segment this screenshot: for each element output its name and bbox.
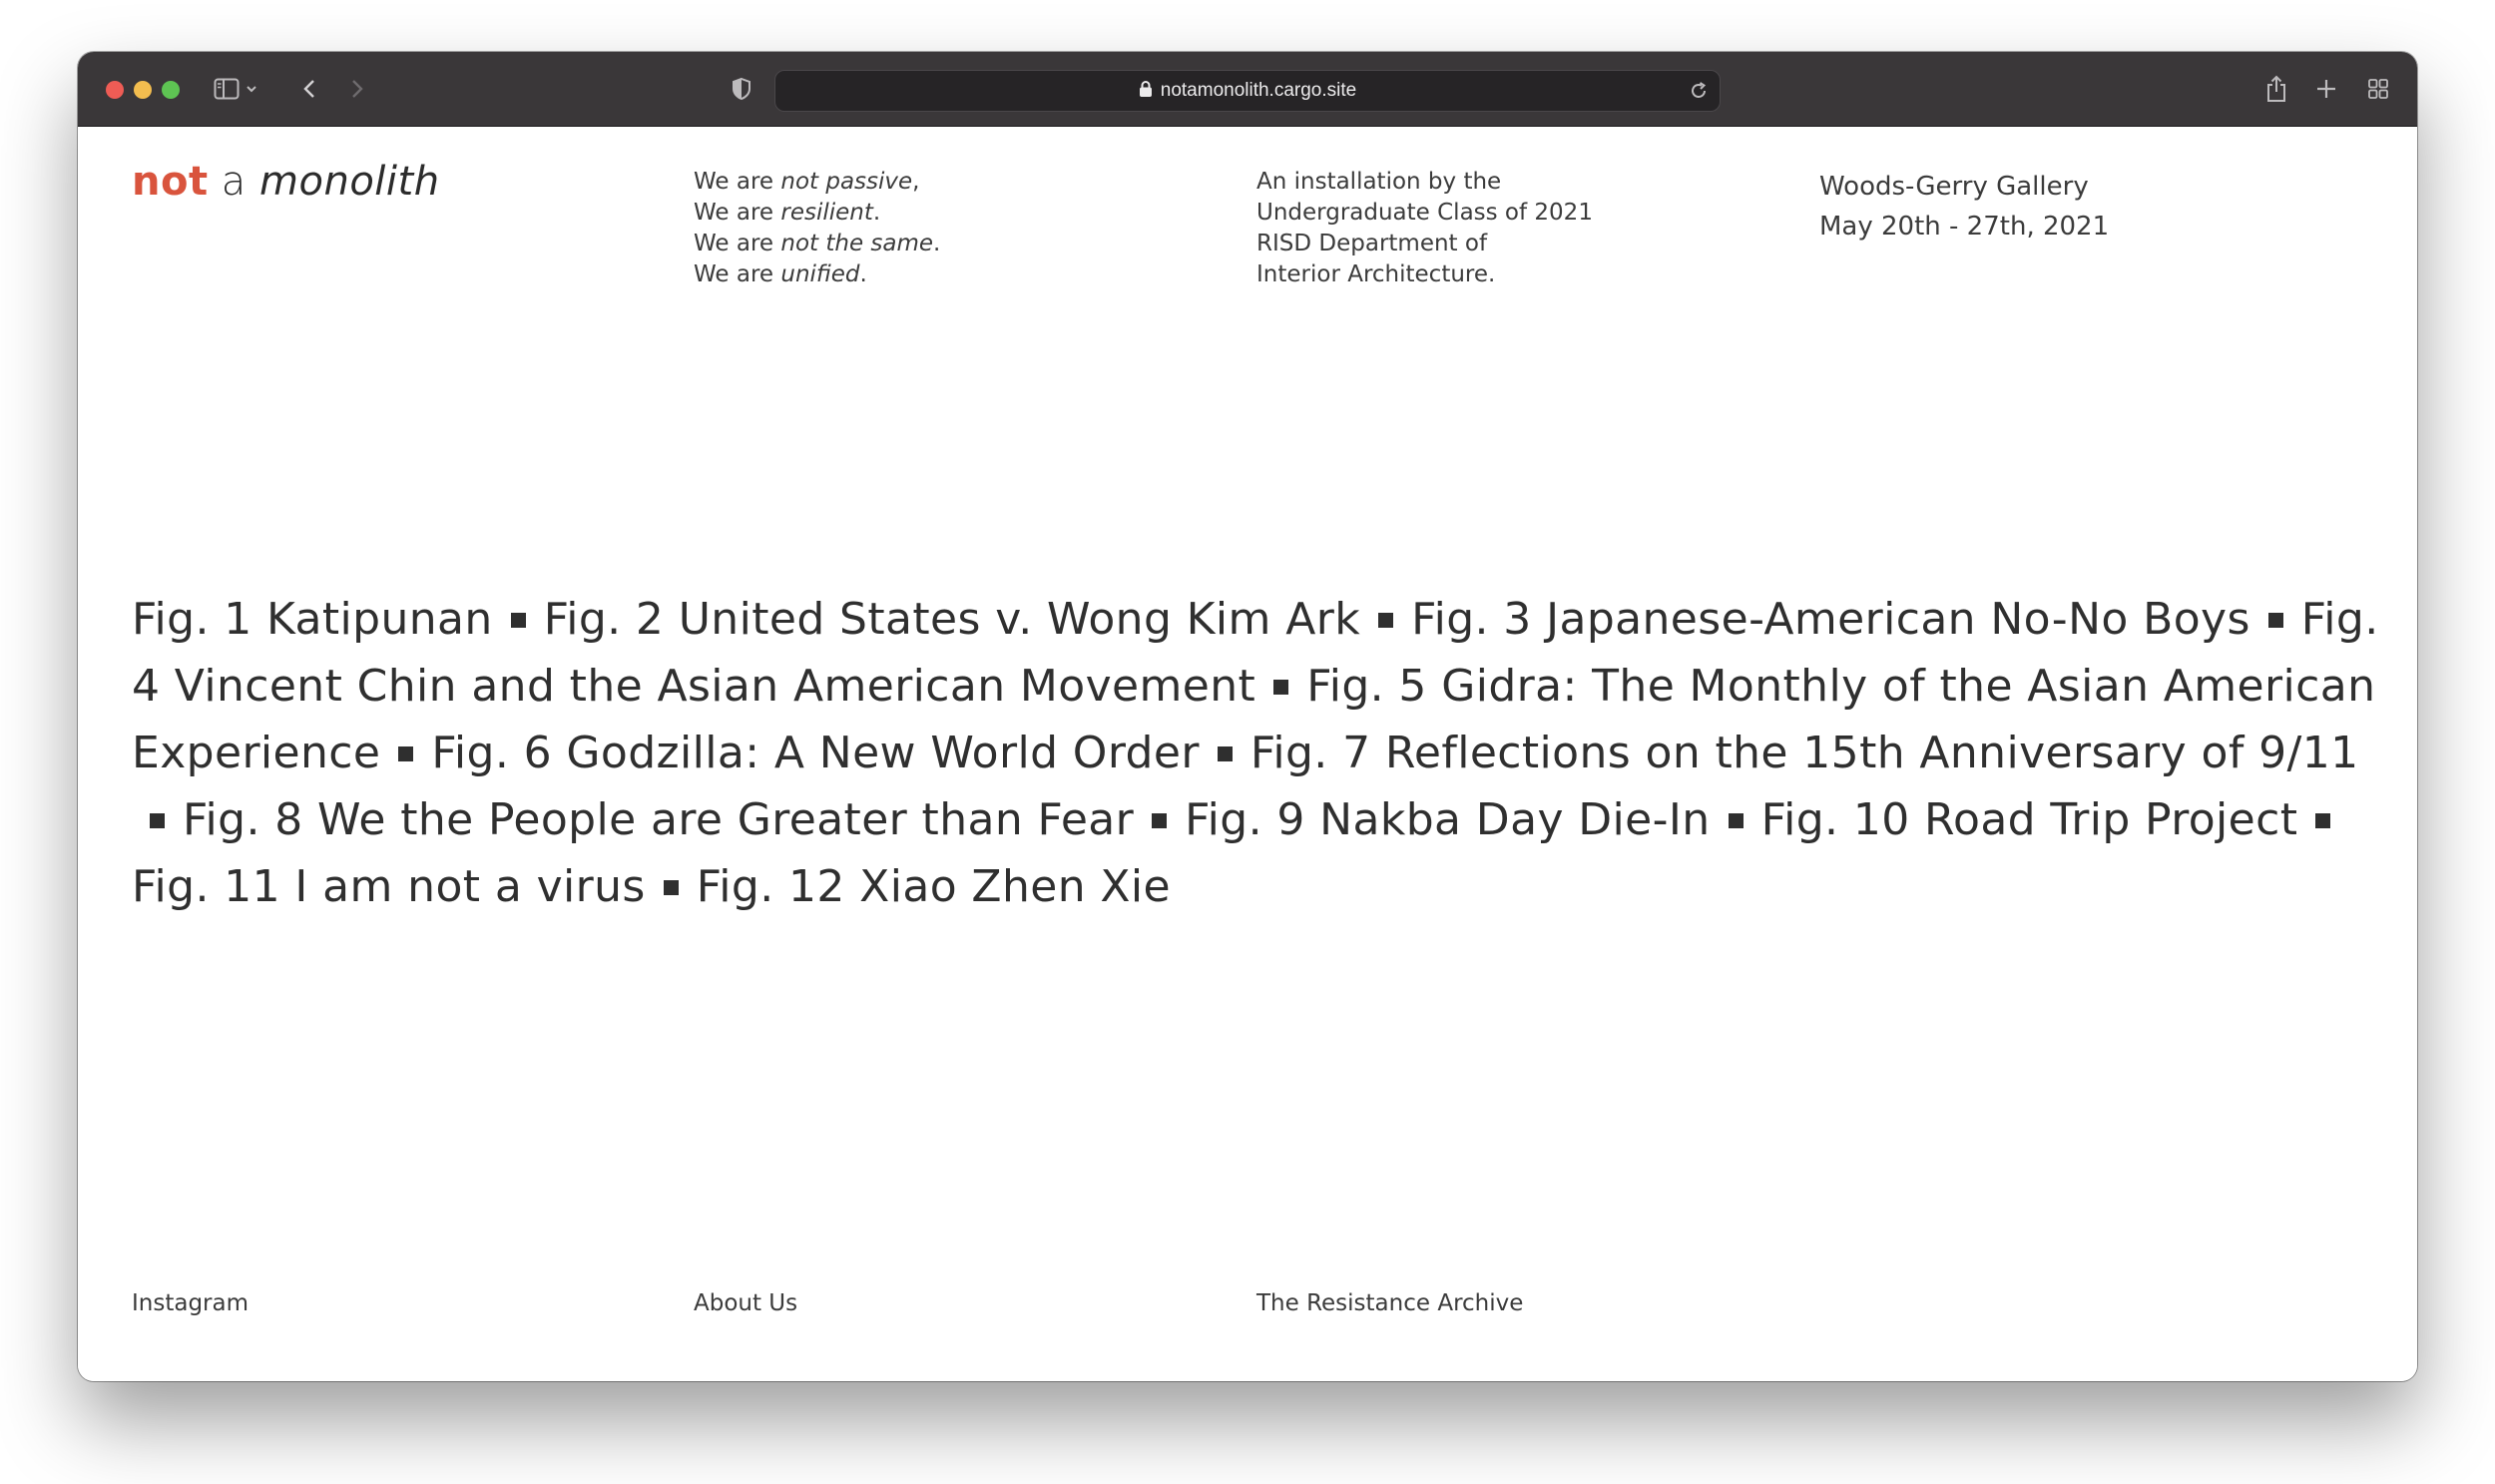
figure-link[interactable]: Fig. 5 Gidra: The Monthly of the Asian American Experience — [132, 661, 2376, 778]
separator-square — [150, 813, 165, 828]
installation-line: Interior Architecture. — [1256, 261, 1496, 287]
logo-monolith: monolith — [259, 159, 440, 205]
gallery-name: Woods-Gerry Gallery — [1819, 172, 2089, 202]
figure-link[interactable]: Fig. 8 We the People are Greater than Fear — [183, 794, 1135, 845]
figure-link[interactable]: Fig. 2 United States v. Wong Kim Ark — [543, 594, 1361, 645]
figure-link[interactable]: Fig. 10 Road Trip Project — [1760, 794, 2298, 845]
statement-line: We are resilient. — [694, 200, 881, 226]
sidebar-toggle-icon[interactable] — [212, 52, 242, 126]
statement-line: We are not the same. — [694, 231, 941, 256]
forward-icon[interactable] — [345, 52, 369, 126]
installation-line: Undergraduate Class of 2021 — [1256, 200, 1593, 226]
about-us-link[interactable]: About Us — [694, 1290, 798, 1316]
installation-line: RISD Department of — [1256, 231, 1488, 256]
statement — [694, 167, 940, 290]
separator-square — [1152, 813, 1167, 828]
figure-index — [132, 586, 2387, 920]
resistance-archive-link[interactable]: The Resistance Archive — [1256, 1290, 1524, 1316]
share-icon[interactable] — [2261, 52, 2291, 126]
statement-line: We are not passive, — [694, 169, 920, 195]
installation-line: An installation by the — [1256, 169, 1502, 195]
figure-link[interactable]: Fig. 3 Japanese-American No-No Boys — [1411, 594, 2250, 645]
close-window-button[interactable] — [106, 81, 124, 99]
separator-square — [1273, 680, 1288, 695]
address-bar[interactable] — [774, 70, 1721, 112]
tab-overview-icon[interactable] — [2363, 52, 2393, 126]
separator-square — [2268, 613, 2283, 628]
url-text: notamonolith.cargo.site — [1160, 80, 1357, 101]
figure-link[interactable]: Fig. 11 I am not a virus — [132, 861, 646, 912]
minimize-window-button[interactable] — [134, 81, 152, 99]
figure-link[interactable]: Fig. 6 Godzilla: A New World Order — [431, 728, 1200, 778]
separator-square — [2315, 813, 2330, 828]
installation-credit — [1256, 167, 1593, 290]
statement-line: We are unified. — [694, 261, 867, 287]
figure-link[interactable]: Fig. 12 Xiao Zhen Xie — [696, 861, 1172, 912]
exhibition-dates: May 20th - 27th, 2021 — [1819, 212, 2110, 242]
separator-square — [1378, 613, 1393, 628]
logo-not: not — [132, 159, 209, 205]
figure-link[interactable]: Fig. 9 Nakba Day Die-In — [1185, 794, 1711, 845]
lock-icon — [1139, 80, 1153, 102]
new-tab-icon[interactable] — [2311, 52, 2341, 126]
chevron-down-icon[interactable] — [244, 52, 259, 126]
instagram-link[interactable]: Instagram — [132, 1290, 250, 1316]
figure-link[interactable]: Fig. 7 Reflections on the 15th Anniversary of 9/11 — [1249, 728, 2359, 778]
separator-square — [398, 746, 413, 761]
figure-link[interactable]: Fig. 1 Katipunan — [132, 594, 493, 645]
zoom-window-button[interactable] — [162, 81, 180, 99]
separator-square — [1218, 746, 1233, 761]
browser-toolbar — [78, 52, 2417, 127]
back-icon[interactable] — [297, 52, 321, 126]
logo-a: a — [221, 159, 247, 205]
separator-square — [664, 880, 679, 895]
site-logo[interactable] — [132, 159, 440, 205]
privacy-shield-icon[interactable] — [729, 52, 754, 126]
figure-link[interactable]: Fig. 4 Vincent Chin and the Asian American Movement — [132, 594, 2379, 712]
reload-icon[interactable] — [1688, 80, 1710, 106]
separator-square — [511, 613, 526, 628]
separator-square — [1729, 813, 1744, 828]
browser-window — [78, 52, 2417, 1381]
page-content — [78, 127, 2417, 1381]
venue-info — [1819, 167, 2109, 247]
